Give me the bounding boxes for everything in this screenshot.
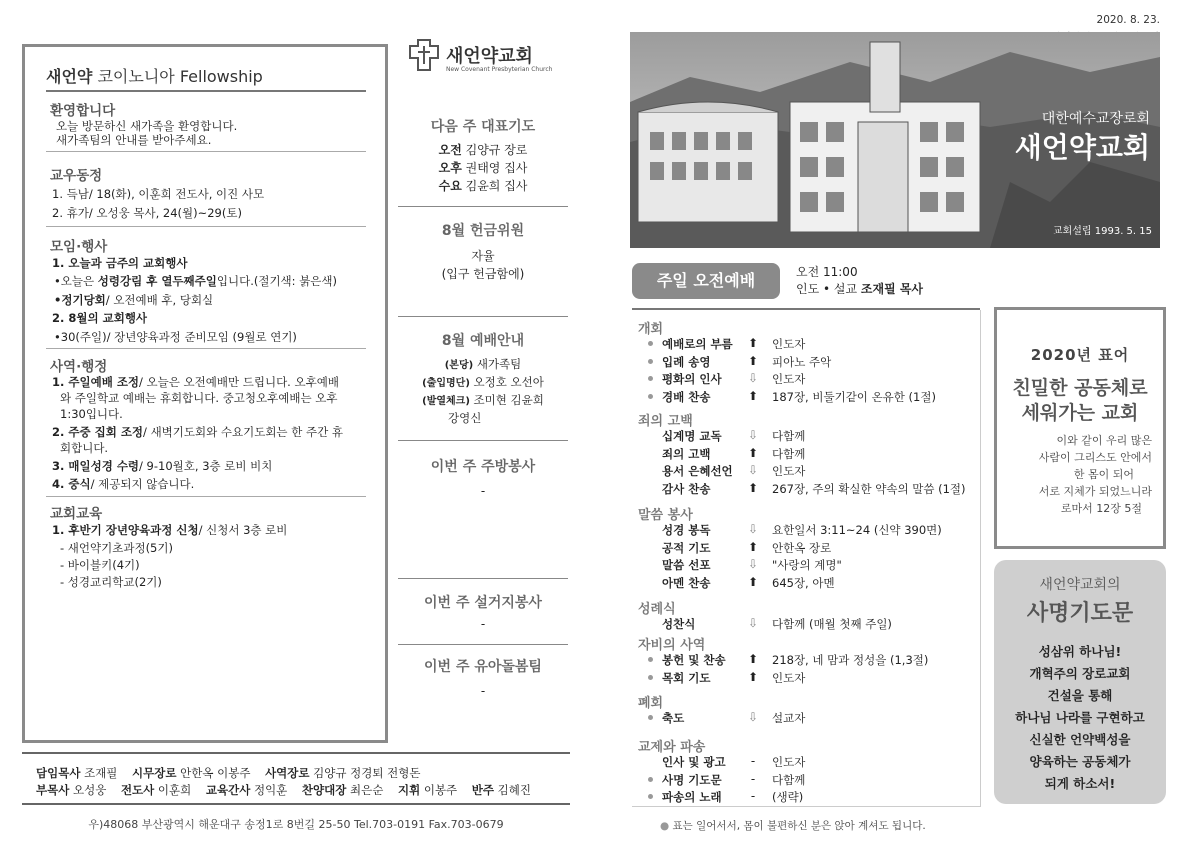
fellowship-title-rest: 코이노니아 Fellowship (92, 67, 263, 86)
bullet-dot-icon (648, 341, 653, 346)
motto-verse-line: 이와 같이 우리 많은 (1056, 434, 1152, 447)
worship-item-leader: 267장, 주의 확실한 약속의 말씀 (1절) (772, 481, 966, 496)
church-name-title: 새언약교회 (1014, 131, 1150, 164)
offering-line: (입구 헌금함에) (441, 267, 525, 281)
kitchen-value: - (480, 484, 486, 498)
mission-prayer-line: 하나님 나라를 구현하고 (1015, 710, 1145, 725)
staff-row: 부목사 오성웅 전도사 이훈희 교육간사 정익훈 찬양대장 최은순 지휘 이봉주 반주 김혜진 (36, 783, 531, 797)
mission-prayer-line: 양육하는 공동체가 (1029, 754, 1131, 769)
admin-line: 3. 매일성경 수령/ 9-10월호, 3층 로비 비치 (52, 459, 273, 473)
prayer-duty-row: 오후 권태영 집사 (438, 161, 528, 175)
worship-item-leader: 인도자 (772, 337, 806, 351)
worship-item-leader: 인도자 (772, 670, 806, 685)
bullet-dot-icon (648, 675, 653, 680)
nursery-heading: 이번 주 유아돌봄팀 (424, 659, 542, 675)
news-line: 2. 휴가/ 오성웅 목사, 24(월)~29(토) (52, 206, 242, 220)
events-line: 1. 오늘과 금주의 교회행사 (52, 256, 188, 270)
motto-title: 세워가는 교회 (1021, 402, 1139, 424)
worship-item-leader: 다함께 (772, 429, 806, 443)
bullet-dot-icon (648, 359, 653, 364)
footnote: ● 표는 일어서서, 몸이 불편하신 분은 앉아 계셔도 됩니다. (660, 820, 926, 832)
worship-item-leader: 인도자 (772, 755, 806, 769)
church-logo-icon (408, 38, 440, 75)
motto-year: 2020년 표어 (1030, 346, 1130, 364)
worship-section-heading: 말씀 봉사 (638, 508, 693, 523)
worship-item-name: 성찬식 (662, 617, 696, 631)
worship-item-leader: 설교자 (772, 711, 806, 725)
offering-line: 자율 (471, 249, 495, 263)
nursery-value: - (480, 684, 486, 698)
sit-arrow-icon: ⇩ (747, 616, 759, 630)
worship-item-leader: 요한일서 3:11~24 (신약 390면) (772, 523, 942, 537)
worship-item-name: 십계명 교독 (662, 429, 722, 443)
stand-arrow-icon: ⬆ (747, 574, 759, 589)
guide-row: (본당) 새가족팀 (444, 357, 522, 371)
offering-heading: 8월 헌금위원 (441, 223, 525, 239)
edu-heading: 교회교육 (50, 506, 103, 522)
worship-item-name: 파송의 노래 (662, 790, 722, 804)
worship-item-name: 봉헌 및 찬송 (662, 653, 726, 667)
bullet-dot-icon (648, 715, 653, 720)
fellowship-title-bold: 새언약 (46, 67, 93, 86)
section-divider (46, 226, 366, 227)
bullet-dot-icon (648, 794, 653, 799)
edu-line: - 새언약기초과정(5기) (60, 541, 173, 555)
kitchen-heading: 이번 주 주방봉사 (430, 459, 536, 475)
events-line: 2. 8월의 교회행사 (52, 311, 148, 325)
section-divider (398, 316, 568, 317)
motto-verse-line: 한 몸이 되어 (1073, 468, 1134, 481)
edu-line: 1. 후반기 장년양육과정 신청/ 신청서 3층 로비 (52, 523, 288, 537)
news-line: 1. 득남/ 18(화), 이훈희 전도사, 이진 사모 (52, 187, 265, 201)
staff-row: 담임목사 조재필 시무장로 안한옥 이봉주 사역장로 김양규 정경퇴 전형돈 (36, 766, 421, 780)
worship-item-leader: 다함께 (772, 446, 806, 461)
guide-row: (발열체크) 조미현 김윤희 (422, 393, 544, 407)
mission-prayer-line: 신실한 언약백성을 (1029, 732, 1131, 747)
admin-line: 2. 주중 집회 조정/ 새벽기도회와 수요기도회는 한 주간 휴 (52, 425, 343, 439)
events-line: •30(주일)/ 장년양육과정 준비모임 (9월로 연기) (54, 330, 297, 344)
events-heading: 모임·행사 (50, 239, 108, 255)
dishes-heading: 이번 주 설거지봉사 (424, 595, 542, 611)
bullet-dot-icon (648, 394, 653, 399)
worship-section-heading: 죄의 고백 (638, 414, 693, 429)
worship-item-leader: 다함께 (매월 첫째 주일) (772, 617, 892, 631)
worship-item-leader: 187장, 비둘기같이 온유한 (1절) (772, 389, 936, 404)
worship-item-name: 인사 및 광고 (662, 755, 726, 769)
section-divider (46, 496, 366, 497)
motto-verse-ref: 로마서 12장 5절 (1060, 502, 1142, 515)
worship-item-name: 예배로의 부름 (662, 337, 733, 351)
sit-arrow-icon: ⇩ (747, 522, 759, 536)
bullet-dot-icon (648, 657, 653, 662)
admin-heading: 사역·행정 (50, 359, 108, 375)
section-divider (46, 348, 366, 349)
guide-row-extra: 강영신 (448, 411, 482, 425)
worship-section-heading: 성례식 (638, 602, 676, 617)
church-address: 우)48068 부산광역시 해운대구 송정1로 8번길 25-50 Tel.703-0191 Fax.703-0679 (88, 818, 504, 831)
stand-arrow-icon: ⬆ (747, 388, 759, 403)
prayer-duty-row: 오전 김양규 장로 (438, 143, 528, 157)
dash-icon: - (750, 754, 756, 768)
fellowship-divider (46, 90, 366, 92)
mission-prayer-title: 사명기도문 (1026, 601, 1134, 626)
worship-item-leader: 645장, 아멘 (772, 575, 835, 590)
sit-arrow-icon: ⇩ (747, 557, 759, 571)
founded-date: 교회설립 1993. 5. 15 (1052, 226, 1152, 237)
worship-item-name: 공적 기도 (662, 540, 711, 555)
worship-item-name: 성경 봉독 (662, 523, 711, 537)
fellowship-title (46, 64, 263, 87)
worship-item-leader: 피아노 주악 (772, 354, 832, 369)
welcome-line: 오늘 방문하신 새가족을 환영합니다. (56, 119, 238, 133)
dash-icon: - (750, 771, 756, 786)
footer-divider (22, 803, 570, 805)
worship-item-name: 아멘 찬송 (662, 575, 711, 590)
mission-prayer-line: 성삼위 하나님! (1038, 644, 1122, 659)
stand-arrow-icon: ⬆ (747, 669, 759, 684)
sit-arrow-icon: ⇩ (747, 463, 759, 477)
admin-line: 1. 주일예배 조정/ 오늘은 오전예배만 드립니다. 오후예배 (52, 375, 339, 389)
stand-arrow-icon: ⬆ (747, 353, 759, 368)
edu-line: - 바이블키(4기) (60, 558, 140, 572)
mission-prayer-subtitle: 새언약교회의 (1039, 577, 1121, 593)
church-logo-name: 새언약교회 (446, 46, 533, 67)
worship-item-leader: "사랑의 계명" (772, 558, 842, 572)
guide-row: (출입명단) 오정호 오선아 (422, 375, 544, 389)
section-divider (398, 206, 568, 207)
edu-line: - 성경교리학교(2기) (60, 575, 162, 589)
news-heading: 교우동정 (50, 168, 103, 184)
stand-arrow-icon: ⬆ (747, 336, 759, 350)
events-line: •정기당회/ 오전예배 후, 당회실 (54, 293, 214, 307)
section-divider (398, 644, 568, 645)
section-divider (46, 151, 366, 152)
dishes-value: - (480, 617, 486, 631)
service-title-badge: 주일 오전예배 (632, 263, 780, 299)
worship-item-leader: 다함께 (772, 772, 806, 787)
worship-item-name: 사명 기도문 (662, 772, 722, 787)
welcome-heading: 환영합니다 (50, 103, 116, 119)
section-divider (398, 578, 568, 579)
worship-section-heading: 폐회 (638, 696, 664, 711)
sit-arrow-icon: ⇩ (747, 428, 759, 442)
stand-arrow-icon: ⬆ (747, 480, 759, 495)
worship-item-name: 죄의 고백 (662, 446, 711, 461)
mission-prayer-line: 건설을 통해 (1047, 688, 1113, 703)
worship-item-name: 축도 (662, 711, 685, 725)
worship-item-leader: 218장, 네 맘과 정성을 (1,3절) (772, 653, 929, 667)
stand-arrow-icon: ⬆ (747, 539, 759, 554)
worship-item-name: 입례 송영 (662, 354, 711, 369)
worship-item-name: 평화의 인사 (662, 372, 722, 386)
sit-arrow-icon: ⇩ (747, 371, 759, 385)
bullet-dot-icon (648, 376, 653, 381)
church-logo-subtitle: New Covenant Presbyterian Church (446, 66, 553, 73)
welcome-line: 새가족팀의 안내를 받아주세요. (56, 133, 212, 147)
mission-prayer-line: 되게 하소서! (1044, 776, 1116, 791)
admin-line: 4. 중식/ 제공되지 않습니다. (52, 477, 195, 491)
worship-section-heading: 교제와 파송 (638, 740, 706, 755)
church-building-photo (630, 32, 1160, 248)
worship-item-name: 목회 기도 (662, 670, 711, 685)
footer-divider (22, 752, 570, 754)
worship-item-name: 감사 찬송 (662, 481, 711, 496)
worship-section-heading: 개회 (638, 322, 664, 337)
motto-verse-line: 사람이 그리스도 안에서 (1038, 451, 1152, 464)
dash-icon: - (750, 789, 756, 803)
admin-line: 회합니다. (60, 441, 109, 455)
bullet-dot-icon (648, 777, 653, 782)
bulletin-date: 2020. 8. 23. (1096, 14, 1160, 26)
admin-line: 1:30입니다. (60, 407, 123, 421)
worship-item-name: 경배 찬송 (662, 389, 711, 404)
worship-section-heading: 자비의 사역 (638, 638, 706, 653)
guide-heading: 8월 예배안내 (441, 333, 525, 349)
stand-arrow-icon: ⬆ (747, 445, 759, 460)
denomination-label: 대한예수교장로회 (1041, 111, 1150, 127)
section-divider (398, 440, 568, 441)
motto-verse-line: 서로 지체가 되었느니라 (1038, 485, 1152, 498)
worship-item-leader: 인도자 (772, 464, 806, 478)
worship-item-leader: 안한옥 장로 (772, 540, 832, 555)
bullet-dot-icon: ● (660, 820, 670, 832)
service-leader: 인도 • 설교 조재필 목사 (796, 282, 924, 296)
service-time: 오전 11:00 (796, 265, 858, 279)
prayer-duty-heading: 다음 주 대표기도 (430, 119, 536, 135)
admin-line: 와 주일학교 예배는 휴회합니다. 중고청오후예배는 오후 (60, 391, 338, 405)
worship-item-leader: (생략) (772, 790, 804, 804)
events-line: •오늘은 성령강림 후 열두째주일입니다.(절기색: 붉은색) (54, 274, 338, 288)
prayer-duty-row: 수요 김윤희 집사 (438, 179, 528, 193)
sit-arrow-icon: ⇩ (747, 710, 759, 724)
mission-prayer-line: 개혁주의 장로교회 (1029, 666, 1131, 681)
worship-item-name: 말씀 선포 (662, 558, 711, 572)
worship-item-leader: 인도자 (772, 372, 806, 386)
worship-item-name: 용서 은혜선언 (662, 464, 733, 478)
stand-arrow-icon: ⬆ (747, 652, 759, 666)
motto-title: 친밀한 공동체로 (1012, 377, 1148, 399)
